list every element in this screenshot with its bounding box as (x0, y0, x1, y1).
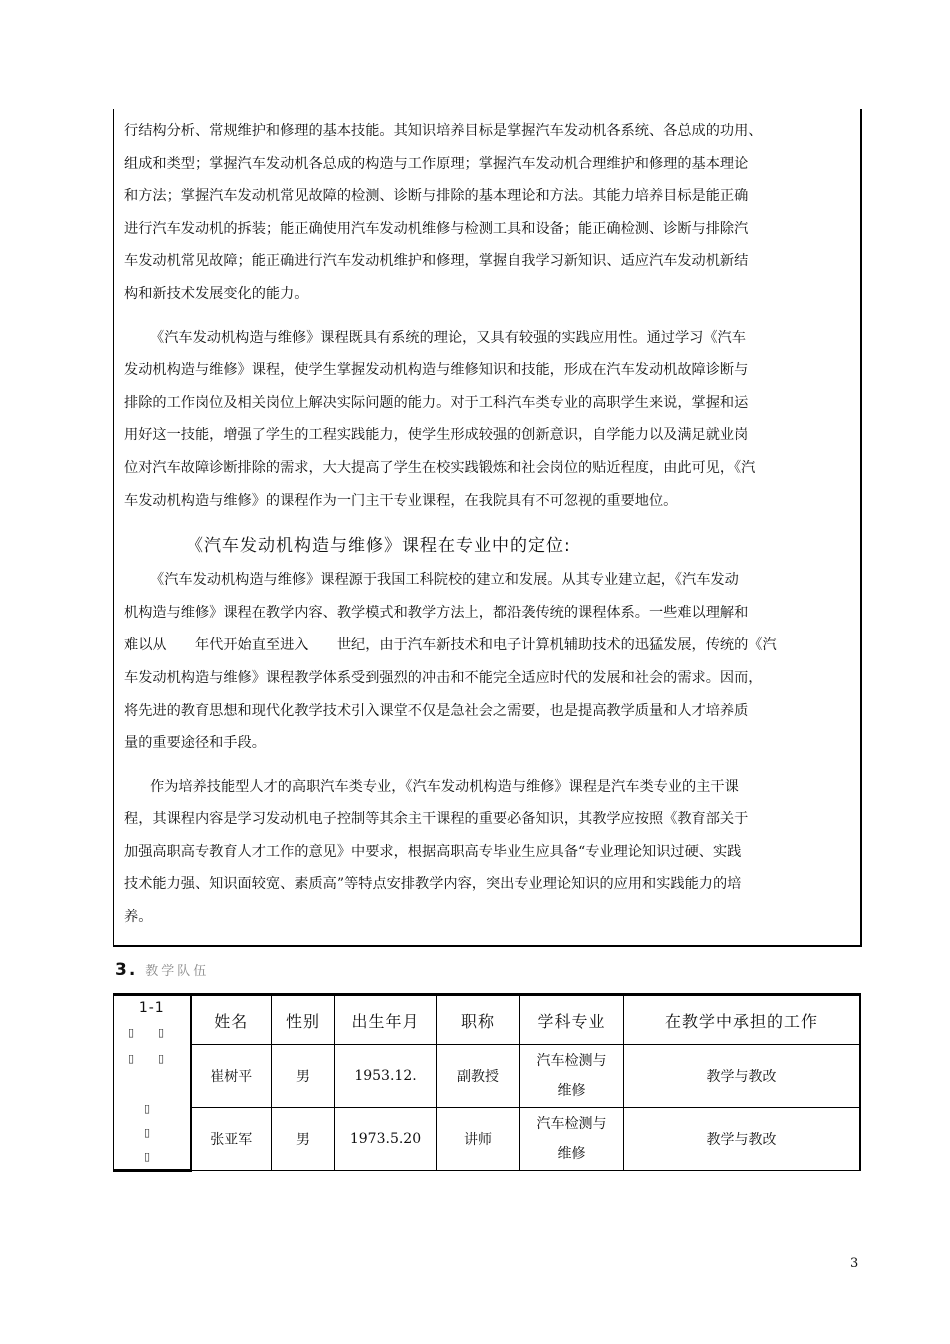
text-line: 作为培养技能型人才的高职汽车类专业，《汽车发动机构造与维修》课程是汽车类专业的主干课 (150, 778, 739, 795)
text-line: 机构造与维修》课程在教学内容、教学模式和教学方法上，都沿袭传统的课程体系。一些难以理解和 (124, 604, 749, 621)
text-line: 用好这一技能，增强了学生的工程实践能力，使学生形成较强的创新意识，自学能力以及满足就业岗 (124, 427, 749, 444)
paragraph-importance (124, 322, 850, 518)
side-label-cell (114, 995, 191, 1171)
table-header-row (114, 995, 861, 1045)
cell-birth: 1973.5.20 (335, 1108, 437, 1171)
text-line: 进行汽车发动机的拆装；能正确使用汽车发动机维修与检测工具和设备；能正确检测、诊断与排除汽 (124, 220, 749, 237)
team-table (113, 993, 861, 1172)
cell-major (520, 1045, 624, 1108)
placeholder-glyph-icon: ▯ (144, 1126, 152, 1139)
major-line: 汽车检测与 (536, 1053, 607, 1069)
major-line: 维修 (557, 1146, 586, 1162)
table-row (114, 1045, 861, 1108)
header-name: 姓名 (191, 995, 272, 1045)
text-line: 车发动机构造与维修》课程教学体系受到强烈的冲击和不能完全适应时代的发展和社会的需求。因而， (124, 669, 763, 686)
header-work: 在教学中承担的工作 (624, 995, 861, 1045)
cell-birth: 1953.12. (335, 1045, 437, 1108)
cell-work: 教学与教改 (624, 1108, 861, 1171)
placeholder-glyph-icon: ▯ (144, 1102, 152, 1115)
cell-name: 张亚军 (191, 1108, 272, 1171)
major-line: 维修 (557, 1083, 586, 1099)
text-line: 构和新技术发展变化的能力。 (124, 285, 309, 302)
paragraph-role (124, 771, 850, 934)
side-code: 1-1 (138, 1000, 165, 1016)
placeholder-glyph-icon: ▯ (158, 1026, 166, 1039)
cell-gender: 男 (272, 1045, 335, 1108)
cell-work: 教学与教改 (624, 1045, 861, 1108)
cell-title: 讲师 (437, 1108, 520, 1171)
text-line: 组成和类型；掌握汽车发动机各总成的构造与工作原理；掌握汽车发动机合理维护和修理的基本理论 (124, 155, 749, 172)
text-line: 程，其课程内容是学习发动机电子控制等其余主干课程的重要必备知识，其教学应按照《教育部关于 (124, 811, 749, 828)
text-line: 位对汽车故障诊断排除的需求，大大提高了学生在校实践锻炼和社会岗位的贴近程度，由此可见，《汽 (124, 459, 756, 476)
text-line: 车发动机常见故障；能正确进行汽车发动机维护和修理，掌握自我学习新知识、适应汽车发动机新结 (124, 253, 749, 270)
cell-gender: 男 (272, 1108, 335, 1171)
positioning-heading: 《汽车发动机构造与维修》课程在专业中的定位: (186, 536, 571, 557)
page-number: 3 (850, 1256, 859, 1271)
section-number: 3. (115, 960, 138, 980)
placeholder-glyph-icon: ▯ (158, 1052, 166, 1065)
header-major: 学科专业 (520, 995, 624, 1045)
paragraph-history (124, 564, 850, 760)
text-line: 行结构分析、常规维护和修理的基本技能。其知识培养目标是掌握汽车发动机各系统、各总成的功用、 (124, 123, 763, 139)
text-line: 难以从 年代开始直至进入 世纪，由于汽车新技术和电子计算机辅助技术的迅猛发展，传统的《汽 (124, 637, 777, 654)
text-line: 加强高职高专教育人才工作的意见》中要求，根据高职高专毕业生应具备“专业理论知识过硬、实践 (124, 843, 742, 860)
text-line: 排除的工作岗位及相关岗位上解决实际问题的能力。对于工科汽车类专业的高职学生来说，掌握和运 (124, 394, 749, 411)
cell-name: 崔树平 (191, 1045, 272, 1108)
placeholder-glyph-icon: ▯ (128, 1052, 136, 1065)
text-line: 量的重要途径和手段。 (124, 735, 266, 752)
course-description-box (113, 109, 862, 947)
placeholder-glyph-icon: ▯ (128, 1026, 136, 1039)
major-line: 汽车检测与 (536, 1116, 607, 1132)
paragraph-objectives (124, 115, 850, 311)
text-line: 和方法；掌握汽车发动机常见故障的检测、诊断与排除的基本理论和方法。其能力培养目标是能正确 (124, 188, 749, 205)
header-title: 职称 (437, 995, 520, 1045)
placeholder-glyph-icon: ▯ (144, 1150, 152, 1163)
text-line: 《汽车发动机构造与维修》课程既具有系统的理论，又具有较强的实践应用性。通过学习《汽车 (150, 329, 746, 346)
section-title (115, 960, 209, 980)
cell-title: 副教授 (437, 1045, 520, 1108)
table-row (114, 1108, 861, 1171)
cell-major (520, 1108, 624, 1171)
header-birth: 出生年月 (335, 995, 437, 1045)
header-gender: 性别 (272, 995, 335, 1045)
text-line: 技术能力强、知识面较宽、素质高”等特点安排教学内容，突出专业理论知识的应用和实践能力的培 (124, 876, 742, 893)
text-line: 将先进的教育思想和现代化教学技术引入课堂不仅是急社会之需要，也是提高教学质量和人才培养质 (124, 702, 749, 719)
text-line: 养。 (124, 909, 153, 926)
text-line: 发动机构造与维修》课程，使学生掌握发动机构造与维修知识和技能，形成在汽车发动机故障诊断与 (124, 362, 749, 379)
course-description-text (124, 115, 850, 934)
section-title-text: 教学队伍 (145, 964, 210, 979)
text-line: 车发动机构造与维修》的课程作为一门主干专业课程，在我院具有不可忽视的重要地位。 (124, 492, 678, 509)
text-line: 《汽车发动机构造与维修》课程源于我国工科院校的建立和发展。从其专业建立起，《汽车发动 (150, 572, 739, 589)
